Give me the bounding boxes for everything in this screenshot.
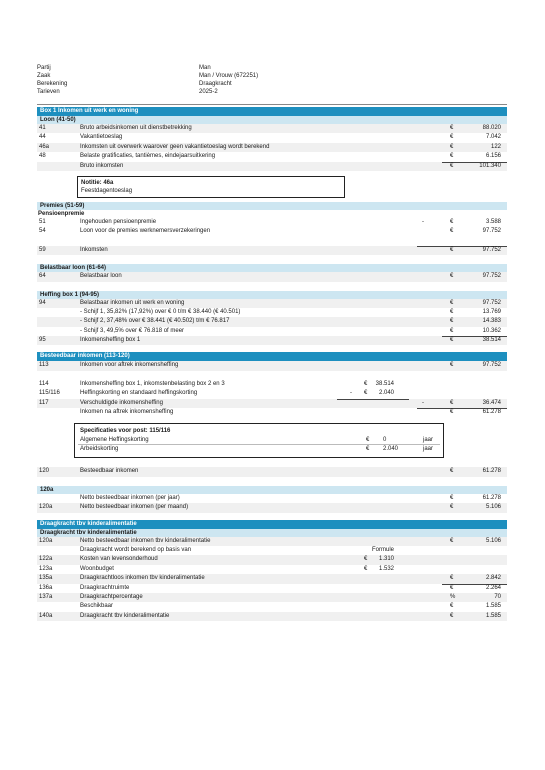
row-desc: Draagkrachtloos inkomen tbv kinderalimentatie [80, 575, 205, 582]
table-row [37, 593, 507, 602]
row-desc: Draagkracht tbv kinderalimentatie [80, 612, 170, 619]
table-row [37, 124, 507, 133]
row-value: 2.264 [485, 584, 501, 591]
row-desc: Verschuldigde inkomensheffing [80, 399, 163, 406]
row-code: 94 [39, 299, 46, 306]
table-row [37, 467, 507, 476]
row-value: 1.585 [485, 612, 501, 619]
row-desc: Vakantietoeslag [80, 134, 123, 141]
row-code: 41 [39, 125, 46, 131]
spec-currency: € [366, 437, 370, 444]
table-row [37, 546, 507, 555]
row-value: 88.020 [482, 125, 501, 131]
table-row [37, 299, 507, 308]
row-code: 120a [39, 504, 53, 511]
row-code: 114 [39, 380, 49, 387]
row-value: 38.514 [375, 380, 394, 387]
row-code: 137a [39, 593, 53, 600]
subsection-header-draagkracht: Draagkracht tbv kinderalimentatie [37, 529, 507, 537]
row-currency: € [450, 409, 454, 416]
table-row [37, 308, 507, 317]
spec-label: Arbeidskorting [80, 446, 119, 453]
total-row [37, 612, 507, 621]
row-value: 70 [494, 593, 501, 600]
row-value: 38.514 [482, 337, 501, 344]
note-text: Feestdagentoeslag [81, 187, 133, 194]
meta-value: 2025-2 [199, 89, 218, 95]
meta-label: Partij [37, 65, 51, 71]
table-row [37, 389, 507, 398]
subsection-header-120a: 120a [37, 486, 507, 494]
spec-row [78, 445, 440, 454]
row-code: 123a [39, 565, 53, 572]
row-currency: € [450, 125, 454, 131]
row-currency: € [450, 327, 454, 334]
row-value: 7.042 [485, 134, 501, 141]
row-currency: € [450, 273, 454, 280]
subsection-header-heffing: Heffing box 1 (94-95) [37, 291, 507, 299]
row-desc: Belastbaar loon [80, 273, 122, 280]
row-currency: € [450, 494, 454, 501]
spec-unit: jaar [423, 446, 434, 453]
table-row [37, 565, 507, 574]
row-spacer [37, 371, 507, 380]
table-row [37, 555, 507, 564]
table-row [37, 503, 507, 512]
row-desc: Draagkrachtruimte [80, 584, 130, 591]
row-code: 51 [39, 218, 46, 225]
row-unit: % [450, 593, 456, 600]
row-value: Formule [371, 546, 394, 553]
row-value: 14.383 [482, 318, 501, 325]
row-desc: Draagkracht wordt berekend op basis van [80, 546, 192, 553]
section-header-box1: Box 1 Inkomen uit werk en woning [37, 107, 507, 116]
row-value: 10.362 [482, 327, 501, 334]
row-desc: Belastbaar inkomen uit werk en woning [80, 299, 185, 306]
row-currency: € [450, 362, 454, 369]
section-gap [37, 513, 507, 518]
table-row [37, 317, 507, 326]
row-value: 61.278 [482, 409, 501, 416]
subsection-header-premies: Premies (51-59) [37, 202, 507, 210]
spec-unit: jaar [423, 437, 434, 444]
subsection-header-belastbaar: Belastbaar loon (61-64) [37, 264, 507, 272]
row-code: 59 [39, 246, 46, 253]
row-currency: € [364, 380, 368, 387]
meta-label: Zaak [37, 73, 51, 79]
row-desc: Netto besteedbaar inkomen tbv kinderalimentatie [80, 537, 211, 544]
table-row [37, 399, 507, 408]
table-row [37, 380, 507, 389]
row-value: 122 [490, 143, 501, 150]
row-desc: Woonbudget [80, 565, 114, 572]
row-desc: Inkomsten [80, 246, 108, 253]
row-value: 6.156 [485, 153, 501, 160]
row-value: 97.752 [482, 228, 501, 235]
meta-value: Man / Vrouw (672251) [199, 73, 259, 79]
row-desc: Inkomen na aftrek inkomensheffing [80, 409, 174, 416]
row-currency: € [450, 299, 454, 306]
row-currency: € [450, 228, 454, 235]
row-code: 44 [39, 134, 46, 141]
total-row [37, 408, 507, 417]
group-title-pensioenpremie: Pensioenpremie [38, 210, 85, 217]
row-value: 1.310 [378, 556, 394, 563]
row-desc: Inkomsten uit overwerk waarover geen vakantietoeslag wordt berekend [80, 143, 270, 150]
row-desc: - Schijf 1, 35,82% (17,92%) over € 0 t/m € 38.440 (€ 40.501) [80, 308, 241, 315]
note-box [77, 176, 345, 198]
meta-value: Man [199, 65, 211, 71]
row-code: 135a [39, 575, 53, 582]
spec-label: Algemene Heffingskorting [80, 437, 149, 444]
row-desc: Belaste gratificaties, tantièmes, eindejaarsuitkering [80, 153, 216, 160]
row-currency: € [450, 584, 454, 591]
table-row [37, 327, 507, 336]
table-row [37, 272, 507, 281]
report-page [37, 64, 507, 621]
row-value: 97.752 [482, 273, 501, 280]
row-currency: € [450, 612, 454, 619]
section-header-draagkracht: Draagkracht tbv kinderalimentatie [37, 520, 507, 529]
table-row [37, 537, 507, 546]
row-sign: - [422, 399, 424, 406]
spec-currency: € [366, 446, 370, 453]
row-currency: € [450, 143, 454, 150]
row-currency: € [450, 504, 454, 511]
row-currency: € [450, 153, 454, 160]
row-desc: Inkomensheffing box 1 [80, 337, 141, 344]
row-code: 113 [39, 362, 49, 369]
spec-value: 0 [383, 437, 387, 444]
row-code: 120a [39, 537, 53, 544]
row-currency: € [364, 565, 368, 572]
case-meta [37, 64, 507, 102]
row-value: 97.752 [482, 362, 501, 369]
row-desc: Besteedbaar inkomen [80, 468, 139, 475]
spec-title: Specificaties voor post: 115/116 [80, 428, 171, 435]
row-value: 1.532 [378, 565, 394, 572]
row-currency: € [450, 537, 454, 544]
row-currency: € [450, 468, 454, 475]
row-value: 13.769 [482, 308, 501, 315]
row-currency: € [450, 603, 454, 610]
meta-value: Draagkracht [199, 81, 232, 87]
row-code: 122a [39, 556, 53, 563]
total-row [37, 162, 507, 171]
table-row [37, 152, 507, 161]
table-row [37, 602, 507, 611]
subsection-header-loon: Loon (41-50) [37, 116, 507, 124]
section-gap [37, 345, 507, 350]
row-currency: € [450, 575, 454, 582]
row-desc: Netto besteedbaar inkomen (per jaar) [80, 494, 180, 501]
row-value: 2.842 [485, 575, 501, 582]
header-divider [37, 104, 507, 105]
row-value: 97.752 [482, 299, 501, 306]
row-currency: € [450, 162, 454, 169]
row-desc: Bruto inkomsten [80, 162, 124, 169]
row-value: 97.752 [482, 246, 501, 253]
row-code: 120 [39, 468, 50, 475]
row-currency: € [450, 337, 454, 344]
table-row [37, 218, 507, 227]
row-currency: € [450, 246, 454, 253]
row-value: 5.106 [485, 537, 501, 544]
row-desc: Heffingskorting en standaard heffingskorting [80, 390, 198, 397]
row-code: 115/116 [39, 390, 60, 397]
row-code: 48 [39, 153, 46, 160]
row-desc: Kosten van levensonderhoud [80, 556, 158, 563]
note-title: Notitie: 46a [81, 179, 114, 186]
row-desc: - Schijf 2, 37,48% over € 38.441 (€ 40.502) t/m € 76.817 [80, 318, 230, 325]
spec-value: 2.040 [383, 446, 399, 453]
row-currency: € [364, 390, 368, 397]
row-value: 101.340 [479, 162, 501, 169]
row-desc: Draagkrachtpercentage [80, 593, 143, 600]
table-row [37, 584, 507, 593]
row-code: 136a [39, 584, 53, 591]
row-value: 36.474 [482, 399, 501, 406]
section-gap [37, 282, 507, 287]
table-row [37, 494, 507, 503]
table-row [37, 227, 507, 236]
row-value: 61.278 [482, 494, 501, 501]
row-desc: Ingehouden pensioenpremie [80, 218, 157, 225]
total-row [37, 336, 507, 345]
section-gap [37, 255, 507, 260]
row-desc: Loon voor de premies werknemersverzekeringen [80, 228, 211, 235]
row-currency: € [450, 399, 454, 406]
row-desc: Inkomen voor aftrek inkomensheffing [80, 362, 179, 369]
table-row [37, 361, 507, 370]
section-header-besteedbaar: Besteedbaar inkomen (113-120) [37, 352, 507, 361]
specification-box [74, 423, 444, 458]
row-desc: Bruto arbeidsinkomen uit dienstbetrekking [80, 125, 192, 131]
row-desc: Netto besteedbaar inkomen (per maand) [80, 504, 189, 511]
row-value: 3.588 [485, 218, 501, 225]
row-code: 54 [39, 228, 46, 235]
total-row [37, 246, 507, 255]
row-desc: Beschikbaar [80, 603, 114, 610]
row-code: 140a [39, 612, 53, 619]
row-desc: - Schijf 3, 49,5% over € 76.818 of meer [80, 327, 185, 334]
row-desc: Inkomensheffing box 1, inkomstenbelasting box 2 en 3 [80, 380, 225, 387]
subtotal-rule [337, 399, 409, 400]
meta-label: Tarieven [37, 89, 60, 95]
row-currency: € [364, 556, 368, 563]
row-sign: - [350, 390, 352, 397]
row-currency: € [450, 134, 454, 141]
meta-label: Berekening [37, 81, 68, 87]
row-currency: € [450, 308, 454, 315]
section-gap [37, 477, 507, 482]
row-spacer [37, 237, 507, 246]
table-row [37, 574, 507, 583]
row-code: 117 [39, 399, 49, 406]
row-currency: € [450, 318, 454, 325]
row-sign: - [422, 218, 424, 225]
row-currency: € [450, 218, 454, 225]
row-value: 1.585 [485, 603, 501, 610]
row-value: 5.106 [485, 504, 501, 511]
spec-row [78, 436, 440, 445]
row-code: 95 [39, 337, 46, 344]
row-value: 2.040 [378, 390, 394, 397]
row-code: 64 [39, 273, 46, 280]
row-code: 46a [39, 143, 50, 150]
row-value: 61.278 [482, 468, 501, 475]
table-row [37, 133, 507, 142]
table-row [37, 143, 507, 152]
